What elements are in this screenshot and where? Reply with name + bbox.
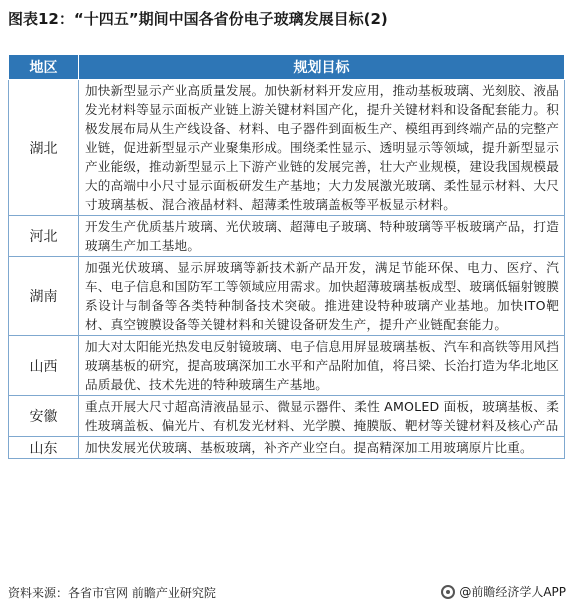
goal-cell: 加大对太阳能光热发电反射镜玻璃、电子信息用屏显玻璃基板、汽车和高铁等用风挡玻璃基板的研究，提高玻璃深加工水平和产品附加值，将吕梁、长治打造为华北地区品质最优、技术先进的特种玻璃生产基地。 xyxy=(79,336,565,396)
table-row xyxy=(9,80,565,216)
province-cell: 湖南 xyxy=(9,257,79,336)
table-row xyxy=(9,216,565,257)
goal-cell: 开发生产优质基片玻璃、光伏玻璃、超薄电子玻璃、特种玻璃等平板玻璃产品，打造玻璃生产加工基地。 xyxy=(79,216,565,257)
source-note: 资料来源：各省市官网 前瞻产业研究院 xyxy=(8,586,216,600)
province-cell: 山东 xyxy=(9,437,79,459)
province-goals-table xyxy=(8,54,565,459)
table-row xyxy=(9,257,565,336)
table-row xyxy=(9,396,565,437)
province-cell: 山西 xyxy=(9,336,79,396)
goal-cell: 重点开展大尺寸超高清液晶显示、微显示器件、柔性 AMOLED 面板，玻璃基板、柔性玻璃盖板、偏光片、有机发光材料、光学膜、掩膜版、靶材等关键材料及核心产品 xyxy=(79,396,565,437)
brand-credit xyxy=(441,583,566,600)
goal-cell: 加强光伏玻璃、显示屏玻璃等新技术新产品开发，满足节能环保、电力、医疗、汽车、电子信息和国防军工等领域应用需求。加快超薄玻璃基板成型、玻璃低辐射镀膜系设计与制备等各类特种制备技术突破。推进建设特种玻璃产业基地。加快ITO靶材、真空镀膜设备等关键材料和关键设备研发生产，提升产业链配套能力。 xyxy=(79,257,565,336)
table-row xyxy=(9,437,565,459)
table-header-row xyxy=(9,55,565,80)
province-cell: 河北 xyxy=(9,216,79,257)
province-cell: 湖北 xyxy=(9,80,79,216)
header-goal: 规划目标 xyxy=(79,55,565,80)
figure-title: 图表12：“十四五”期间中国各省份电子玻璃发展目标(2) xyxy=(8,10,388,28)
goal-cell: 加快新型显示产业高质量发展。加快新材料开发应用，推动基板玻璃、光刻胶、液晶发光材料等显示面板产业链上游关键材料国产化，提升关键材料和设备配套能力。积极发展布局从生产线设备、材料、电子器件到面板生产、模组再到终端产品的完整产业链，促进新型显示产业聚集形成。围绕柔性显示、透明显示等领域，提升新型显示产业能级，推动新型显示上下游产业链的发展完善，壮大产业规模，建设我国规模最大的高端中小尺寸显示面板研发生产基地；大力发展激光玻璃、柔性显示材料、大尺寸玻璃基板、混合液晶材料、超薄柔性玻璃盖板等平板显示材料。 xyxy=(79,80,565,216)
brand-logo-icon xyxy=(441,585,455,599)
brand-text: @前瞻经济学人APP xyxy=(459,585,566,599)
table-row xyxy=(9,336,565,396)
header-region: 地区 xyxy=(9,55,79,80)
province-cell: 安徽 xyxy=(9,396,79,437)
goal-cell: 加快发展光伏玻璃、基板玻璃，补齐产业空白。提高精深加工用玻璃原片比重。 xyxy=(79,437,565,459)
